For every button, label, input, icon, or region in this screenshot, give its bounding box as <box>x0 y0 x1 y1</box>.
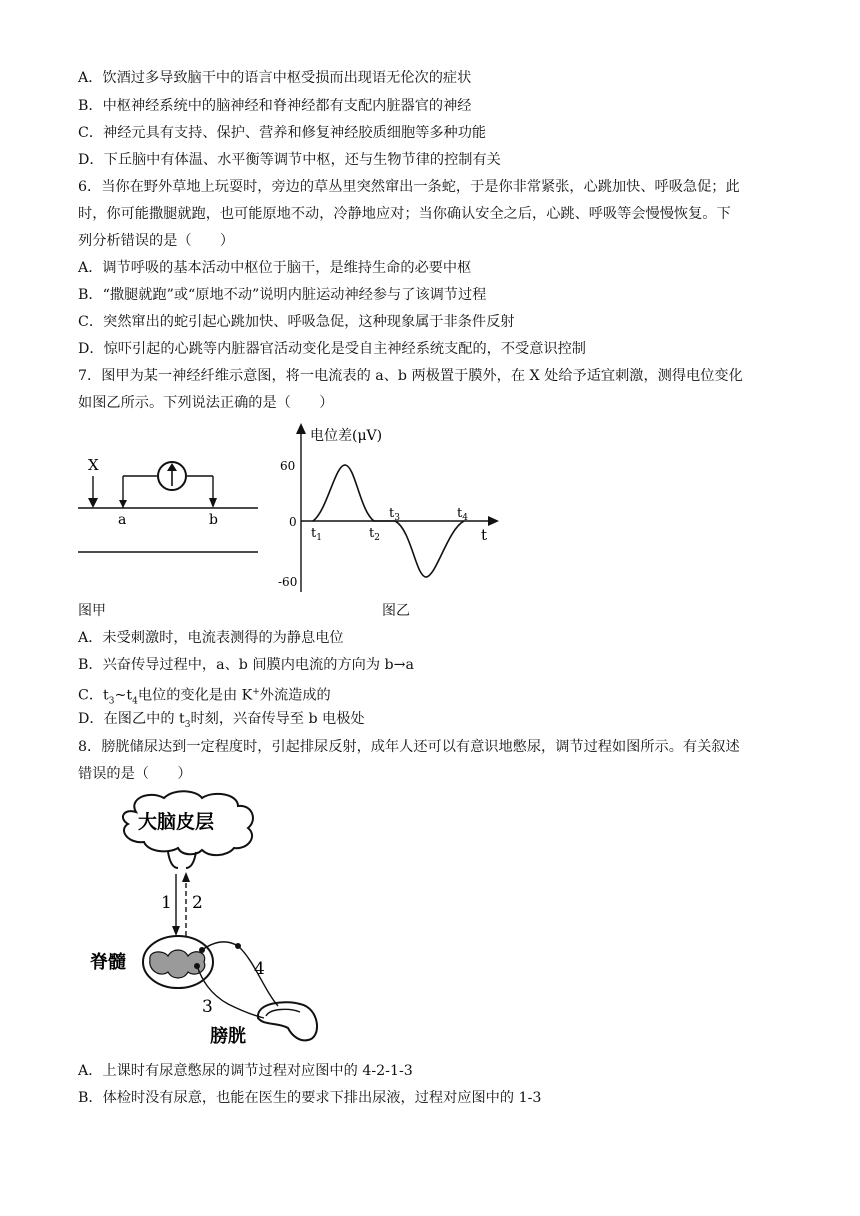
q6-option-d: D．惊吓引起的心跳等内脏器官活动变化是受自主神经系统支配的，不受意识控制 <box>78 341 586 357</box>
q6-option-a: A．调节呼吸的基本活动中枢位于脑干，是维持生命的必要中枢 <box>78 260 472 276</box>
y-tick-neg60: -60 <box>278 575 298 589</box>
curve-point-t2 <box>373 520 375 522</box>
x-axis-label: t <box>481 526 488 544</box>
label-a: a <box>118 512 127 528</box>
caption-jia: 图甲 <box>78 603 106 619</box>
brain-label: 大脑皮层 <box>138 811 215 833</box>
t3-label: $t_3$ <box>389 506 400 523</box>
pathway-4 <box>202 942 278 1006</box>
figure-yi-chart <box>278 420 508 595</box>
bladder-outline <box>258 1002 317 1040</box>
curve-point-t1 <box>312 520 314 522</box>
q6-option-b: B．“撒腿就跑”或“原地不动”说明内脏运动神经参与了该调节过程 <box>78 287 487 303</box>
q8-option-b: B．体检时没有尿意，也能在医生的要求下排出尿液，过程对应图中的 1-3 <box>78 1090 542 1106</box>
t2-label: $t_2$ <box>369 526 380 543</box>
q8-stem-line-2: 错误的是（ ） <box>78 766 192 782</box>
label-x: X <box>88 456 99 474</box>
curve-point-peak1 <box>344 464 346 466</box>
figure-jia <box>78 440 268 565</box>
label-3: 3 <box>202 997 213 1017</box>
t4-label: $t_4$ <box>457 506 468 523</box>
label-4: 4 <box>254 959 265 979</box>
q6-option-c: C．突然窜出的蛇引起心跳加快、呼吸急促，这种现象属于非条件反射 <box>78 314 515 330</box>
bladder-label: 膀胱 <box>210 1026 246 1047</box>
q6-stem-line-2: 时，你可能撒腿就跑，也可能原地不动，冷静地应对；当你确认安全之后，心跳、呼吸等会慢慢恢复。下 <box>78 206 731 222</box>
y-axis-label: 电位差(μV) <box>310 428 383 444</box>
y-tick-60: 60 <box>280 459 296 473</box>
q6-stem-line-3: 列分析错误的是（ ） <box>78 233 235 249</box>
t1-label: $t_1$ <box>311 526 322 543</box>
q7-stem-line-1: 7．图甲为某一神经纤维示意图，将一电流表的 a、b 两极置于膜外，在 X 处给予适宜刺激，测得电位变化 <box>78 368 743 384</box>
q7-stem-line-2: 如图乙所示。下列说法正确的是（ ） <box>78 395 334 411</box>
curve-point-trough <box>425 576 427 578</box>
q7-option-b: B．兴奋传导过程中，a、b 间膜内电流的方向为 b→a <box>78 657 414 673</box>
q5-option-a: A．饮酒过多导致脑干中的语言中枢受损而出现语无伦次的症状 <box>78 70 472 86</box>
label-2: 2 <box>192 893 203 913</box>
q7-option-c: C．$t_3\sim t_4$电位的变化是由 K+外流造成的 <box>78 687 331 707</box>
q8-stem-line-1: 8．膀胱储尿达到一定程度时，引起排尿反射，成年人还可以有意识地憋尿，调节过程如图所示。有关叙述 <box>78 739 740 755</box>
q7-option-d: D．在图乙中的 $t_3$时刻，兴奋传导至 b 电极处 <box>78 711 365 730</box>
caption-yi: 图乙 <box>382 603 410 619</box>
q5-option-b: B．中枢神经系统中的脑神经和脊神经都有支配内脏器官的神经 <box>78 98 472 114</box>
y-tick-0: 0 <box>289 515 297 529</box>
figure-micturition-reflex <box>78 790 348 1050</box>
q6-stem-line-1: 6．当你在野外草地上玩耍时，旁边的草丛里突然窜出一条蛇，于是你非常紧张，心跳加快、呼吸急促；此 <box>78 179 740 195</box>
label-b: b <box>209 512 218 528</box>
q5-option-d: D．下丘脑中有体温、水平衡等调节中枢，还与生物节律的控制有关 <box>78 152 501 168</box>
label-1: 1 <box>161 893 172 913</box>
q8-option-a: A．上课时有尿意憋尿的调节过程对应图中的 4-2-1-3 <box>78 1063 413 1079</box>
q5-option-c: C．神经元具有支持、保护、营养和修复神经胶质细胞等多种功能 <box>78 125 487 141</box>
spine-label: 脊髓 <box>90 952 126 973</box>
q7-option-a: A．未受刺激时，电流表测得的为静息电位 <box>78 630 344 646</box>
